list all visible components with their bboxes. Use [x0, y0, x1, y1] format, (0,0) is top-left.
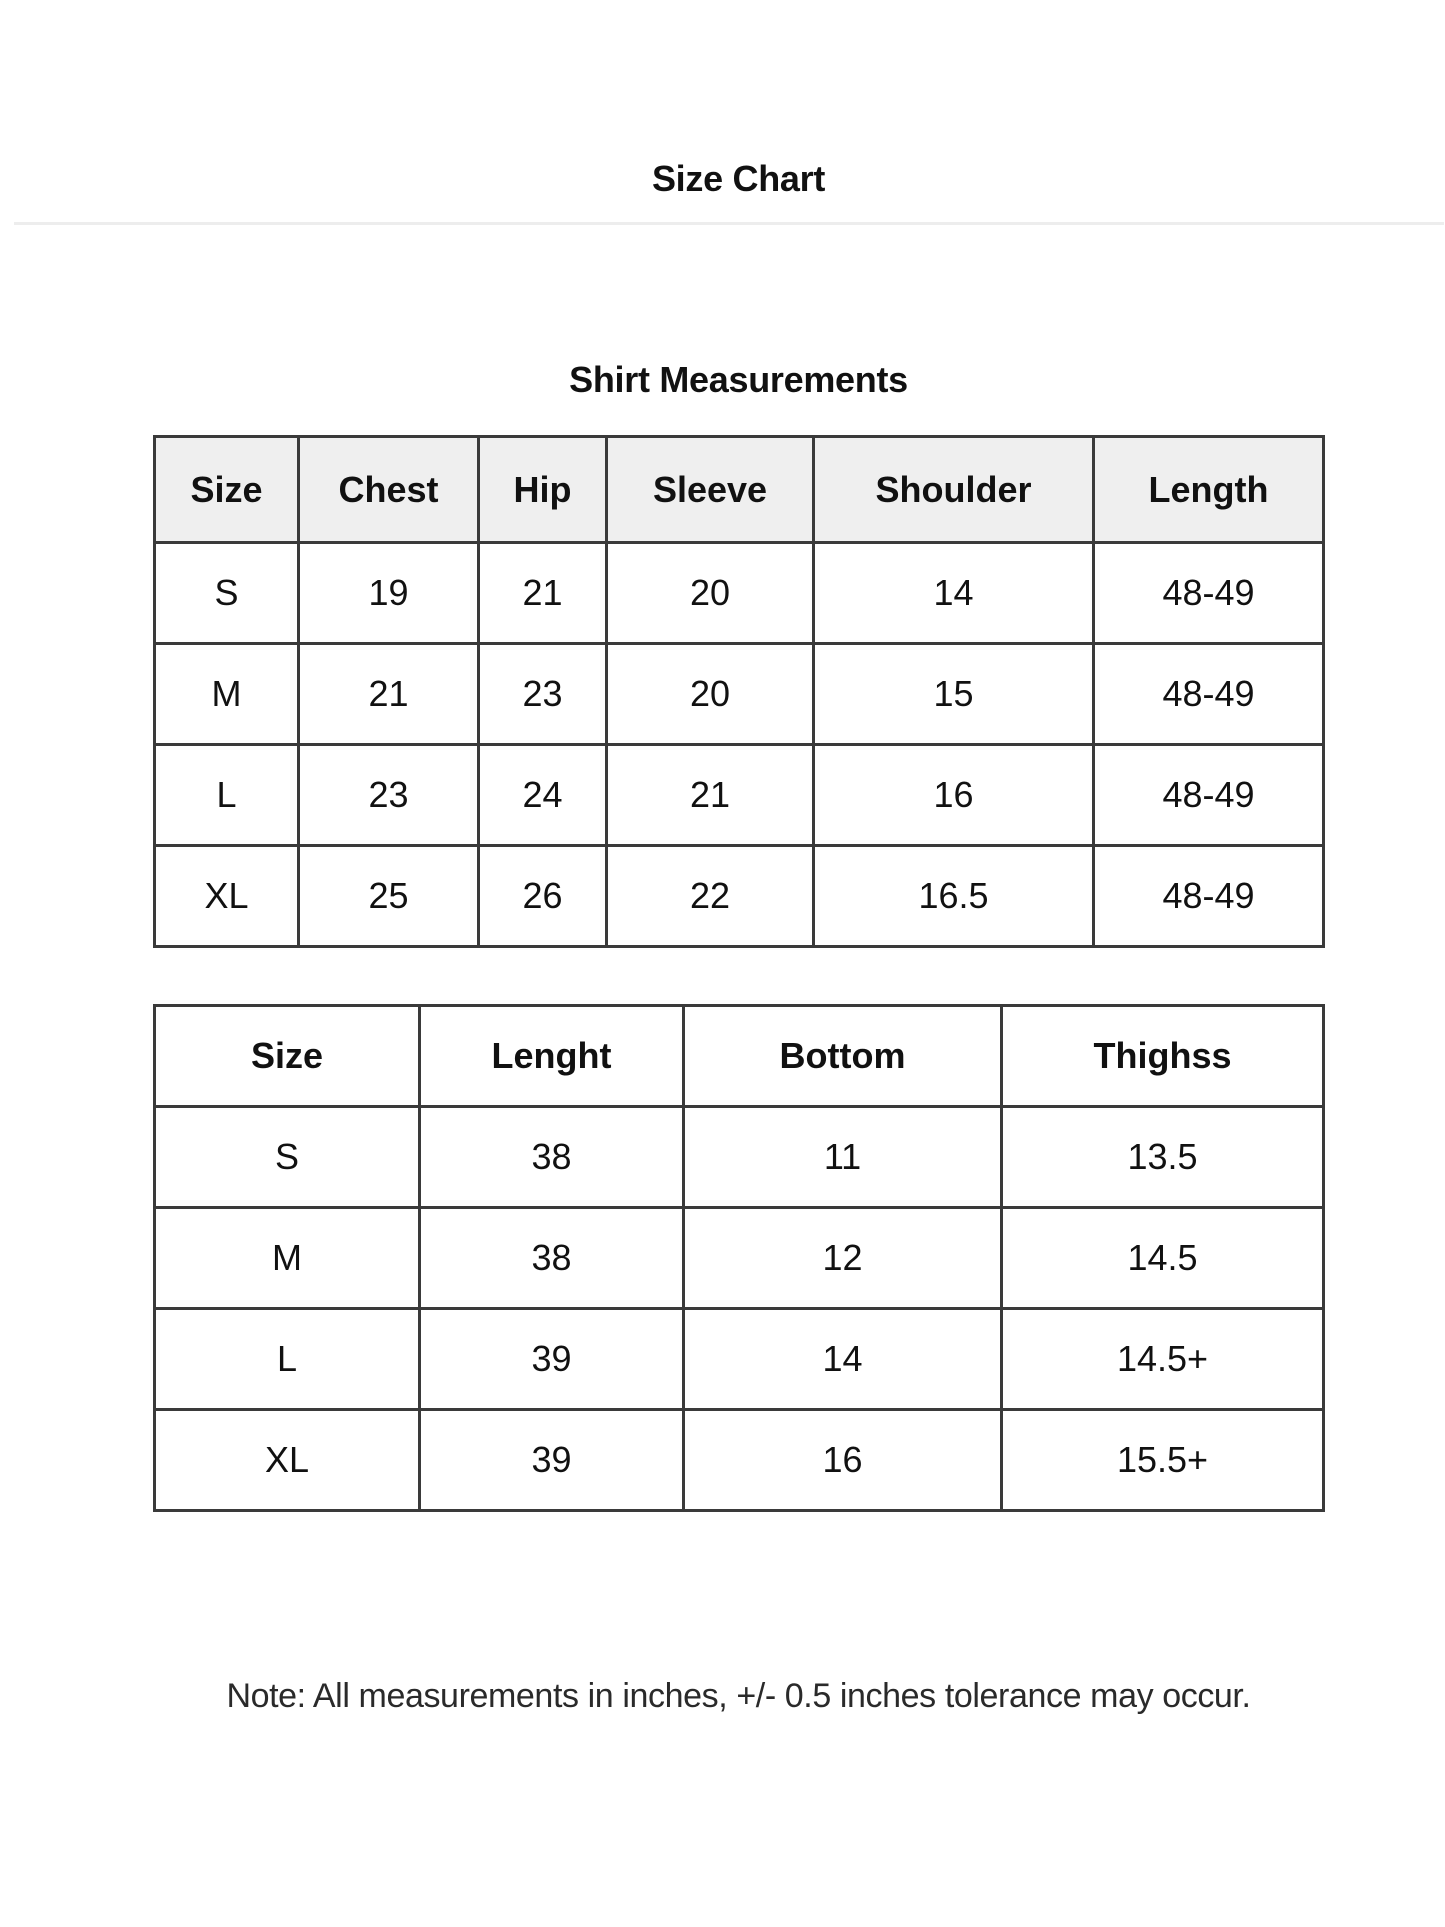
table-header-row: [155, 437, 1324, 543]
table-cell: 48-49: [1094, 644, 1324, 745]
shirt-measurements-heading: Shirt Measurements: [569, 359, 908, 400]
table-cell: 11: [684, 1107, 1002, 1208]
table-cell: XL: [155, 846, 299, 947]
table-cell: 12: [684, 1208, 1002, 1309]
table-cell: 22: [607, 846, 814, 947]
table-cell: 25: [299, 846, 479, 947]
column-header-bottom: Bottom: [684, 1006, 1002, 1107]
column-header-size: Size: [155, 437, 299, 543]
measurement-note: Note: All measurements in inches, +/- 0.5 inches tolerance may occur.: [226, 1677, 1251, 1715]
table-cell: 14: [814, 543, 1094, 644]
table-row: [155, 1309, 1324, 1410]
shirt-measurements-table: [153, 435, 1325, 948]
table-cell: 20: [607, 543, 814, 644]
table-row: [155, 745, 1324, 846]
column-header-shoulder: Shoulder: [814, 437, 1094, 543]
table-cell: 16.5: [814, 846, 1094, 947]
table-cell: 39: [420, 1410, 684, 1511]
table-row: [155, 846, 1324, 947]
table-cell: 19: [299, 543, 479, 644]
table-cell: 16: [684, 1410, 1002, 1511]
table-header-row: [155, 1006, 1324, 1107]
table-row: [155, 1208, 1324, 1309]
page-title: Size Chart: [651, 158, 826, 199]
column-header-chest: Chest: [299, 437, 479, 543]
table-cell: 38: [420, 1107, 684, 1208]
table-cell: XL: [155, 1410, 420, 1511]
table-cell: 38: [420, 1208, 684, 1309]
table-row: [155, 644, 1324, 745]
table-cell: 15.5+: [1002, 1410, 1324, 1511]
table-cell: M: [155, 644, 299, 745]
table-cell: L: [155, 745, 299, 846]
table-cell: 26: [479, 846, 607, 947]
table-cell: 23: [299, 745, 479, 846]
table-row: [155, 1410, 1324, 1511]
table-row: [155, 543, 1324, 644]
table-cell: S: [155, 1107, 420, 1208]
table-cell: 16: [814, 745, 1094, 846]
table-cell: 14.5: [1002, 1208, 1324, 1309]
column-header-hip: Hip: [479, 437, 607, 543]
table-cell: 23: [479, 644, 607, 745]
table-cell: 14.5+: [1002, 1309, 1324, 1410]
column-header-sleeve: Sleeve: [607, 437, 814, 543]
table-cell: 15: [814, 644, 1094, 745]
table-cell: 21: [299, 644, 479, 745]
title-divider: [14, 222, 1444, 225]
table-cell: 48-49: [1094, 846, 1324, 947]
table-cell: 39: [420, 1309, 684, 1410]
table-cell: 20: [607, 644, 814, 745]
table-cell: 48-49: [1094, 745, 1324, 846]
table-cell: S: [155, 543, 299, 644]
column-header-lenght: Lenght: [420, 1006, 684, 1107]
column-header-size: Size: [155, 1006, 420, 1107]
table-cell: 14: [684, 1309, 1002, 1410]
column-header-thighss: Thighss: [1002, 1006, 1324, 1107]
pant-measurements-table: [153, 1004, 1325, 1512]
column-header-length: Length: [1094, 437, 1324, 543]
table-cell: M: [155, 1208, 420, 1309]
table-row: [155, 1107, 1324, 1208]
table-cell: L: [155, 1309, 420, 1410]
table-cell: 21: [479, 543, 607, 644]
table-cell: 13.5: [1002, 1107, 1324, 1208]
table-cell: 24: [479, 745, 607, 846]
table-cell: 21: [607, 745, 814, 846]
table-cell: 48-49: [1094, 543, 1324, 644]
